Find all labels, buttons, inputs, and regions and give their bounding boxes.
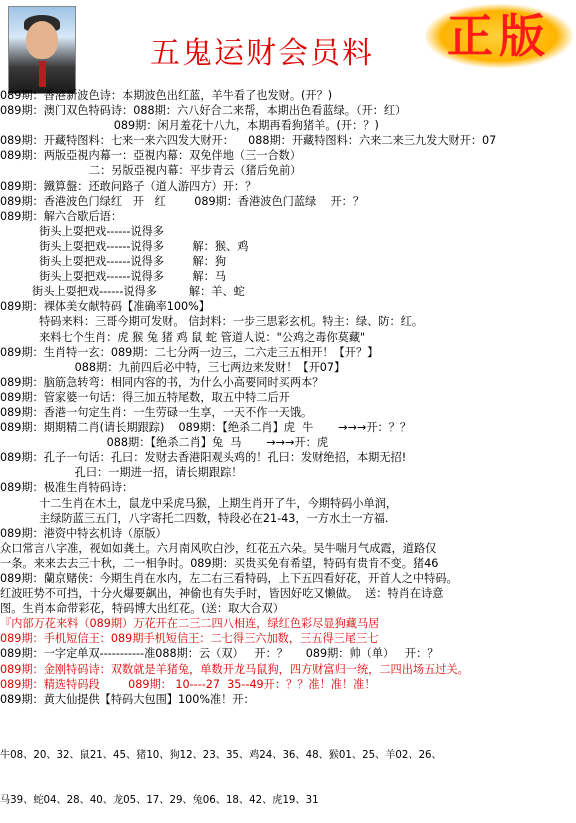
- portrait-photo: [8, 6, 76, 94]
- text-line: 089期：生肖特一玄：089期：二七分两一边三，二六走三五相开！【开？】: [0, 345, 379, 359]
- footer-line: 马39、蛇04、28、40、龙05、17、29、兔06、18、42、虎19、31: [0, 795, 319, 806]
- text-line: 089期：澳门双色特码诗：088期：六八好合二来帮，本期出色看蓝绿。（开：红）: [0, 104, 407, 118]
- text-line: 089期：港资中特玄机诗（原版）: [0, 526, 167, 540]
- text-line: 089期：两版亞視内幕一：亞視内幕：双免伴地（三一合数）: [0, 149, 302, 163]
- text-line: 图。生肖本命带彩花，特码博大出红花。(送：取大合双）: [0, 602, 285, 616]
- footer-numbers: [0, 718, 576, 823]
- text-line: 089期：黄大仙提供【特码大包围】100%准！开：: [0, 692, 255, 706]
- text-line: 街头上耍把戏------说得多 解：猴、鸡: [0, 239, 249, 253]
- text-line: 089期：闲月羞花十八九，本期再看狗猪羊。(开：？): [0, 119, 379, 133]
- text-line: 089期：蘭京赌侠：今期生肖在水内，左二右三看特码，上下五四看好花，开首人之中特码。: [0, 572, 458, 585]
- page-title: 五鬼运财会员料: [150, 36, 374, 71]
- text-line: 089期：脑筋急转弯：相同内容的书，为什么小高要同时买两本？: [0, 375, 324, 389]
- text-line: 街头上耍把戏------说得多: [0, 224, 165, 238]
- text-line: 特码来料：三哥今期可发财。 信封料：一步三思彩玄机。特主：绿、防：红。: [0, 315, 424, 329]
- text-line: 089期：极准生肖特码诗：: [0, 481, 134, 495]
- text-line: 众口常言八字准，视如如龚土。六月南风吹白沙，红花五六朵。吴牛喘月气成霞，道路仅: [0, 541, 437, 555]
- content-lines: [0, 88, 576, 707]
- footer-line: 牛08、20、32、鼠21、45、猪10、狗12、23、35、鸡24、36、48、猴01、25、羊02、26、: [0, 750, 442, 761]
- text-line: 089期：裸体美女献特码【准确率100%】: [0, 300, 210, 314]
- text-line: 一条。来来去去三十秋，二一相争时。089期：买贵买免有希望，特码有贵肯不变。猪46: [0, 556, 439, 570]
- portrait-face: [26, 21, 58, 59]
- text-line: 089期：孔子一句话：孔曰：发财去香港阳观头鸡的！孔曰：发财绝招，本期无招!: [0, 451, 407, 465]
- text-line-red: 089期：手机短信王：089期手机短信王：二七得三六加数，三五得三尾三七: [0, 632, 379, 646]
- text-line: 089期：解六合歇后语：: [0, 209, 123, 223]
- text-line-red: 『内部万花来料（089期）万花开在二三二四八相连，绿红色彩尽显狗藏马居: [0, 617, 380, 631]
- text-line: 089期：香港一句定生肖：一生劳碌一生享，一天不作一天饿。: [0, 405, 313, 419]
- text-line-red: 089期：精选特码段 089期： 10----27 35--49开：？？准！准！准！: [0, 677, 376, 691]
- text-line: 089期：香港新波色诗：本期波色出红蓝，羊牛看了也发财。(开？): [0, 89, 333, 102]
- text-line: 红波旺势不可挡，十分火爆要飙出，神偷也有失手时，皆因好吃又懒做。 送：特肖在诗意: [0, 587, 444, 601]
- portrait-tie: [39, 61, 46, 87]
- text-line: 街头上耍把戏------说得多 解：马: [0, 270, 227, 284]
- text-line: 来料七个生肖：虎 猴 兔 猪 鸡 鼠 蛇 管道人说："公鸡之毒你莫藏": [0, 330, 366, 344]
- text-line: 街头上耍把戏------说得多 解：狗: [0, 255, 227, 269]
- text-line: 089期：开藏特图料：七来一来六四发大财开： 088期：开藏特图料：六来二来三九发大财开：07: [0, 134, 497, 148]
- text-line: 街头上耍把戏------说得多 解：羊、蛇: [0, 285, 245, 299]
- text-line: 孔曰：一期进一招，请长期跟踪！: [0, 466, 243, 480]
- text-line: 089期：一字定单双-----------准088期：云（双） 开：？ 089期：帅（单） 开：？: [0, 647, 439, 661]
- text-line: 089期：管家婆一句话：得三加五特尾数，取五中特二后开: [0, 390, 290, 404]
- text-line-red: 089期：金刚特码诗：双数就是羊猪兔，单数开龙马鼠狗，四方财富归一统，二四出场五过关。: [0, 662, 469, 676]
- text-line: 089期：期期精二肖(请长期跟踪) 089期：【绝杀二肖】虎 牛 →→→开：？？: [0, 421, 412, 435]
- text-line: 089期：香港波色门绿红 开 红 089期：香港波色门蓝绿 开：？: [0, 194, 365, 208]
- text-line: 088期：【绝杀二肖】兔 马 →→→开：虎: [0, 436, 329, 450]
- text-line: 088期：九前四后必中特，三七两边来发财！【开07】: [0, 360, 346, 374]
- header: [0, 0, 576, 90]
- genuine-badge: 正版: [425, 4, 573, 68]
- text-line: 二：另版亞視内幕：平步青云（猪后免前）: [0, 164, 302, 178]
- text-line: 089期：鐵算盤：还敢问路子（道人游四方）开：？: [0, 179, 257, 193]
- text-line: 主绿防蓝三五门，八字寄托二四数，特段必在21-43，一方水土一方福.: [0, 511, 389, 525]
- text-line: 十二生肖在木土，鼠龙中采虎马猴，上期生肖开了牛，今期特码小单润，: [0, 496, 398, 510]
